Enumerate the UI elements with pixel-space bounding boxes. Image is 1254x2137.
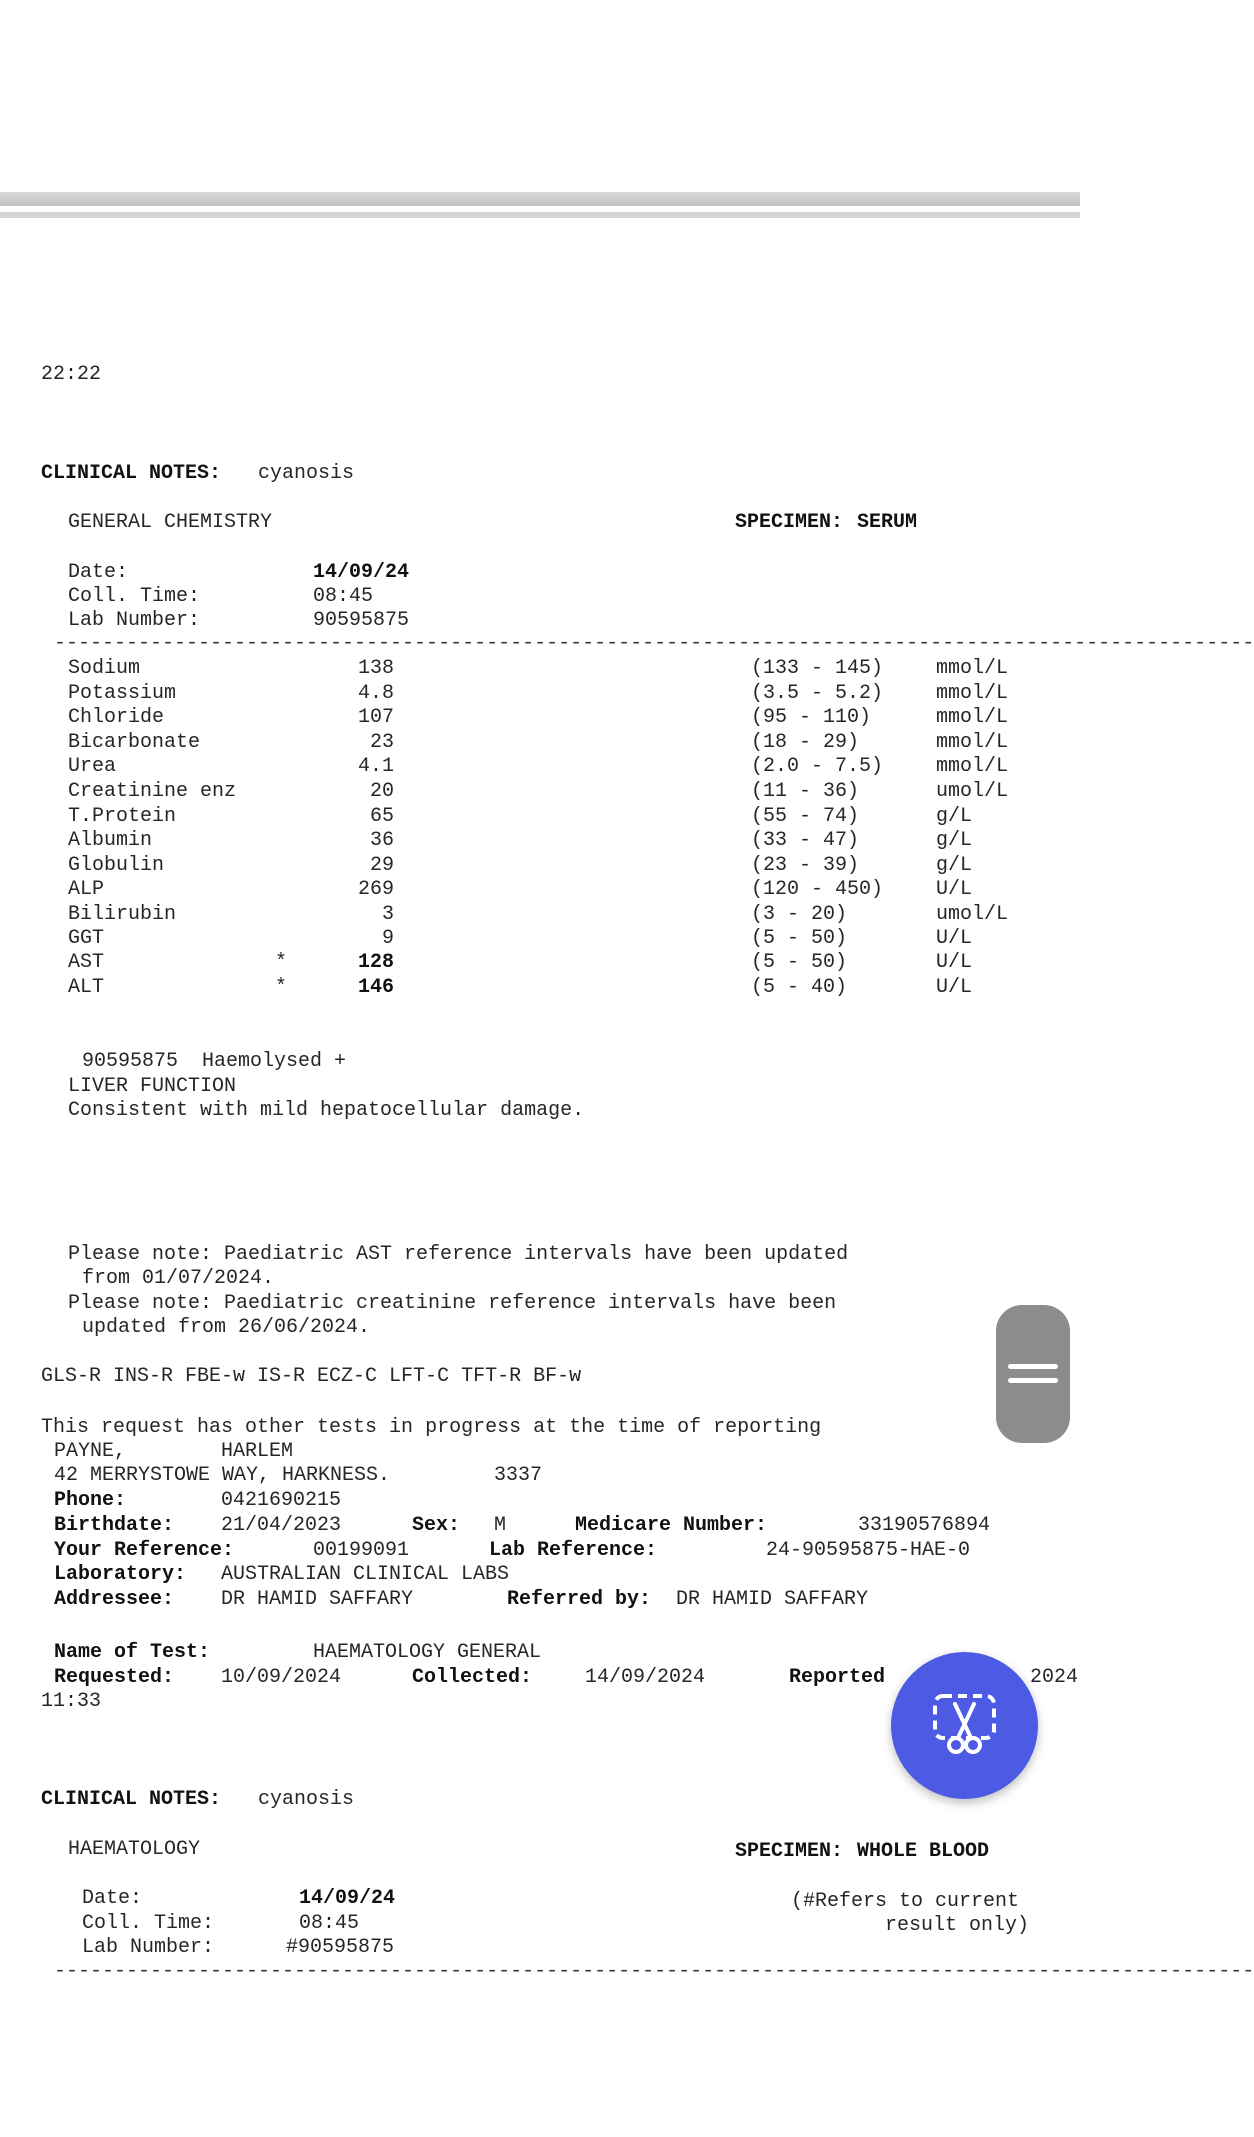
reference-note: updated from 26/06/2024. — [82, 1316, 371, 1339]
date-value: 14/09/24 — [313, 561, 410, 584]
specimen-label: SPECIMEN: — [735, 1840, 844, 1863]
dashed-divider: ---------------------------------------------------------------------------------------------------- — [54, 1960, 1254, 1983]
result-range: (95 - 110) — [751, 706, 872, 729]
result-name: Bilirubin — [68, 903, 177, 926]
abnormal-flag: * — [275, 951, 288, 974]
coll-time-label: Coll. Time: — [68, 585, 201, 608]
result-unit: mmol/L — [936, 731, 1009, 754]
result-unit: U/L — [936, 878, 973, 901]
result-range: (3 - 20) — [751, 903, 848, 926]
result-name: Urea — [68, 755, 117, 778]
coll-time-label: Coll. Time: — [82, 1912, 215, 1935]
page-separator — [0, 192, 1080, 206]
result-value: 29 — [369, 854, 394, 877]
result-unit: umol/L — [936, 903, 1009, 926]
comment-line: Consistent with mild hepatocellular damage. — [68, 1099, 585, 1122]
your-reference-value: 00199091 — [313, 1539, 410, 1562]
sex-label: Sex: — [412, 1514, 461, 1537]
drag-handle-icon — [1008, 1378, 1058, 1383]
result-unit: g/L — [936, 829, 973, 852]
result-value: 23 — [369, 731, 394, 754]
section-title: GENERAL CHEMISTRY — [68, 511, 273, 534]
patient-address: 42 MERRYSTOWE WAY, HARKNESS. — [54, 1464, 391, 1487]
lab-reference-label: Lab Reference: — [489, 1539, 658, 1562]
result-unit: mmol/L — [936, 706, 1009, 729]
laboratory-value: AUSTRALIAN CLINICAL LABS — [221, 1563, 510, 1586]
patient-given-name: HARLEM — [221, 1440, 294, 1463]
patient-surname: PAYNE, — [54, 1440, 127, 1463]
result-unit: U/L — [936, 927, 973, 950]
your-reference-label: Your Reference: — [54, 1539, 235, 1562]
addressee-value: DR HAMID SAFFARY — [221, 1588, 414, 1611]
refers-note: result only) — [885, 1914, 1030, 1937]
page-separator-line — [0, 212, 1080, 218]
addressee-label: Addressee: — [54, 1588, 175, 1611]
refers-note: (#Refers to current — [791, 1890, 1020, 1913]
phone-value: 0421690215 — [221, 1489, 342, 1512]
lab-number-label: Lab Number: — [68, 609, 201, 632]
specimen-label: SPECIMEN: — [735, 511, 844, 534]
result-value: 138 — [357, 657, 394, 680]
laboratory-label: Laboratory: — [54, 1563, 187, 1586]
clinical-notes-value: cyanosis — [258, 1788, 355, 1811]
top-blank-area — [0, 0, 1080, 190]
reference-note: from 01/07/2024. — [82, 1267, 275, 1290]
abnormal-flag: * — [275, 976, 288, 999]
medicare-value: 33190576894 — [858, 1514, 991, 1537]
lab-number-value: 90595875 — [313, 609, 410, 632]
result-name: GGT — [68, 927, 105, 950]
clinical-notes-label: CLINICAL NOTES: — [41, 1788, 222, 1811]
result-value-abnormal: 128 — [357, 951, 394, 974]
result-unit: mmol/L — [936, 682, 1009, 705]
clinical-notes-label: CLINICAL NOTES: — [41, 462, 222, 485]
coll-time-value: 08:45 — [299, 1912, 360, 1935]
result-unit: mmol/L — [936, 657, 1009, 680]
requested-value: 10/09/2024 — [221, 1666, 342, 1689]
result-range: (5 - 50) — [751, 927, 848, 950]
reported-time: 11:33 — [41, 1690, 102, 1713]
collected-value: 14/09/2024 — [585, 1666, 706, 1689]
result-value: 107 — [357, 706, 394, 729]
phone-label: Phone: — [54, 1489, 127, 1512]
result-range: (33 - 47) — [751, 829, 860, 852]
result-value: 4.8 — [357, 682, 394, 705]
collected-label: Collected: — [412, 1666, 533, 1689]
drag-handle-icon — [1008, 1364, 1058, 1369]
result-range: (133 - 145) — [751, 657, 884, 680]
result-name: Creatinine enz — [68, 780, 237, 803]
referred-by-label: Referred by: — [507, 1588, 652, 1611]
result-range: (5 - 50) — [751, 951, 848, 974]
name-of-test-label: Name of Test: — [54, 1641, 211, 1664]
drag-handle[interactable] — [996, 1305, 1070, 1443]
birthdate-value: 21/04/2023 — [221, 1514, 342, 1537]
result-range: (120 - 450) — [751, 878, 884, 901]
result-range: (18 - 29) — [751, 731, 860, 754]
referred-by-value: DR HAMID SAFFARY — [676, 1588, 869, 1611]
result-unit: U/L — [936, 976, 973, 999]
comment-line: LIVER FUNCTION — [68, 1075, 237, 1098]
dashed-divider: ---------------------------------------------------------------------------------------------------- — [54, 632, 1254, 655]
result-value: 65 — [369, 805, 394, 828]
result-unit: g/L — [936, 854, 973, 877]
patient-postcode: 3337 — [494, 1464, 543, 1487]
test-codes: GLS-R INS-R FBE-w IS-R ECZ-C LFT-C TFT-R BF-w — [41, 1365, 582, 1388]
result-name: Bicarbonate — [68, 731, 201, 754]
time-fragment: 22:22 — [41, 363, 102, 386]
screenshot-button[interactable] — [891, 1652, 1038, 1799]
coll-time-value: 08:45 — [313, 585, 374, 608]
request-note: This request has other tests in progress at the time of reporting — [41, 1416, 822, 1439]
name-of-test-value: HAEMATOLOGY GENERAL — [313, 1641, 542, 1664]
result-range: (3.5 - 5.2) — [751, 682, 884, 705]
result-name: Albumin — [68, 829, 153, 852]
result-unit: umol/L — [936, 780, 1009, 803]
result-range: (11 - 36) — [751, 780, 860, 803]
result-name: Sodium — [68, 657, 141, 680]
lab-number-label: Lab Number: — [82, 1936, 215, 1959]
date-label: Date: — [68, 561, 129, 584]
birthdate-label: Birthdate: — [54, 1514, 175, 1537]
result-range: (55 - 74) — [751, 805, 860, 828]
reference-note: Please note: Paediatric creatinine reference intervals have been — [68, 1292, 837, 1315]
result-value: 9 — [381, 927, 394, 950]
lab-number-value: #90595875 — [286, 1936, 395, 1959]
result-value: 3 — [381, 903, 394, 926]
result-value: 4.1 — [357, 755, 394, 778]
result-name: ALT — [68, 976, 105, 999]
section-title: HAEMATOLOGY — [68, 1838, 201, 1861]
sex-value: M — [494, 1514, 507, 1537]
date-value: 14/09/24 — [299, 1887, 396, 1910]
result-range: (23 - 39) — [751, 854, 860, 877]
result-name: Globulin — [68, 854, 165, 877]
result-value: 20 — [369, 780, 394, 803]
screenshot-scissors-icon — [931, 1692, 998, 1759]
result-name: AST — [68, 951, 105, 974]
result-value-abnormal: 146 — [357, 976, 394, 999]
result-range: (5 - 40) — [751, 976, 848, 999]
reference-note: Please note: Paediatric AST reference intervals have been updated — [68, 1243, 849, 1266]
result-name: ALP — [68, 878, 105, 901]
date-label: Date: — [82, 1887, 143, 1910]
medicare-label: Medicare Number: — [575, 1514, 768, 1537]
lab-reference-value: 24-90595875-HAE-0 — [766, 1539, 971, 1562]
requested-label: Requested: — [54, 1666, 175, 1689]
result-unit: U/L — [936, 951, 973, 974]
result-name: Potassium — [68, 682, 177, 705]
specimen-value: WHOLE BLOOD — [857, 1840, 990, 1863]
result-unit: g/L — [936, 805, 973, 828]
result-value: 269 — [357, 878, 394, 901]
clinical-notes-value: cyanosis — [258, 462, 355, 485]
reported-value-fragment: 2024 — [1030, 1666, 1079, 1689]
result-range: (2.0 - 7.5) — [751, 755, 884, 778]
result-value: 36 — [369, 829, 394, 852]
result-unit: mmol/L — [936, 755, 1009, 778]
reported-label: Reported — [789, 1666, 886, 1689]
result-name: Chloride — [68, 706, 165, 729]
result-name: T.Protein — [68, 805, 177, 828]
specimen-value: SERUM — [857, 511, 918, 534]
comment-line: 90595875 Haemolysed + — [82, 1050, 347, 1073]
